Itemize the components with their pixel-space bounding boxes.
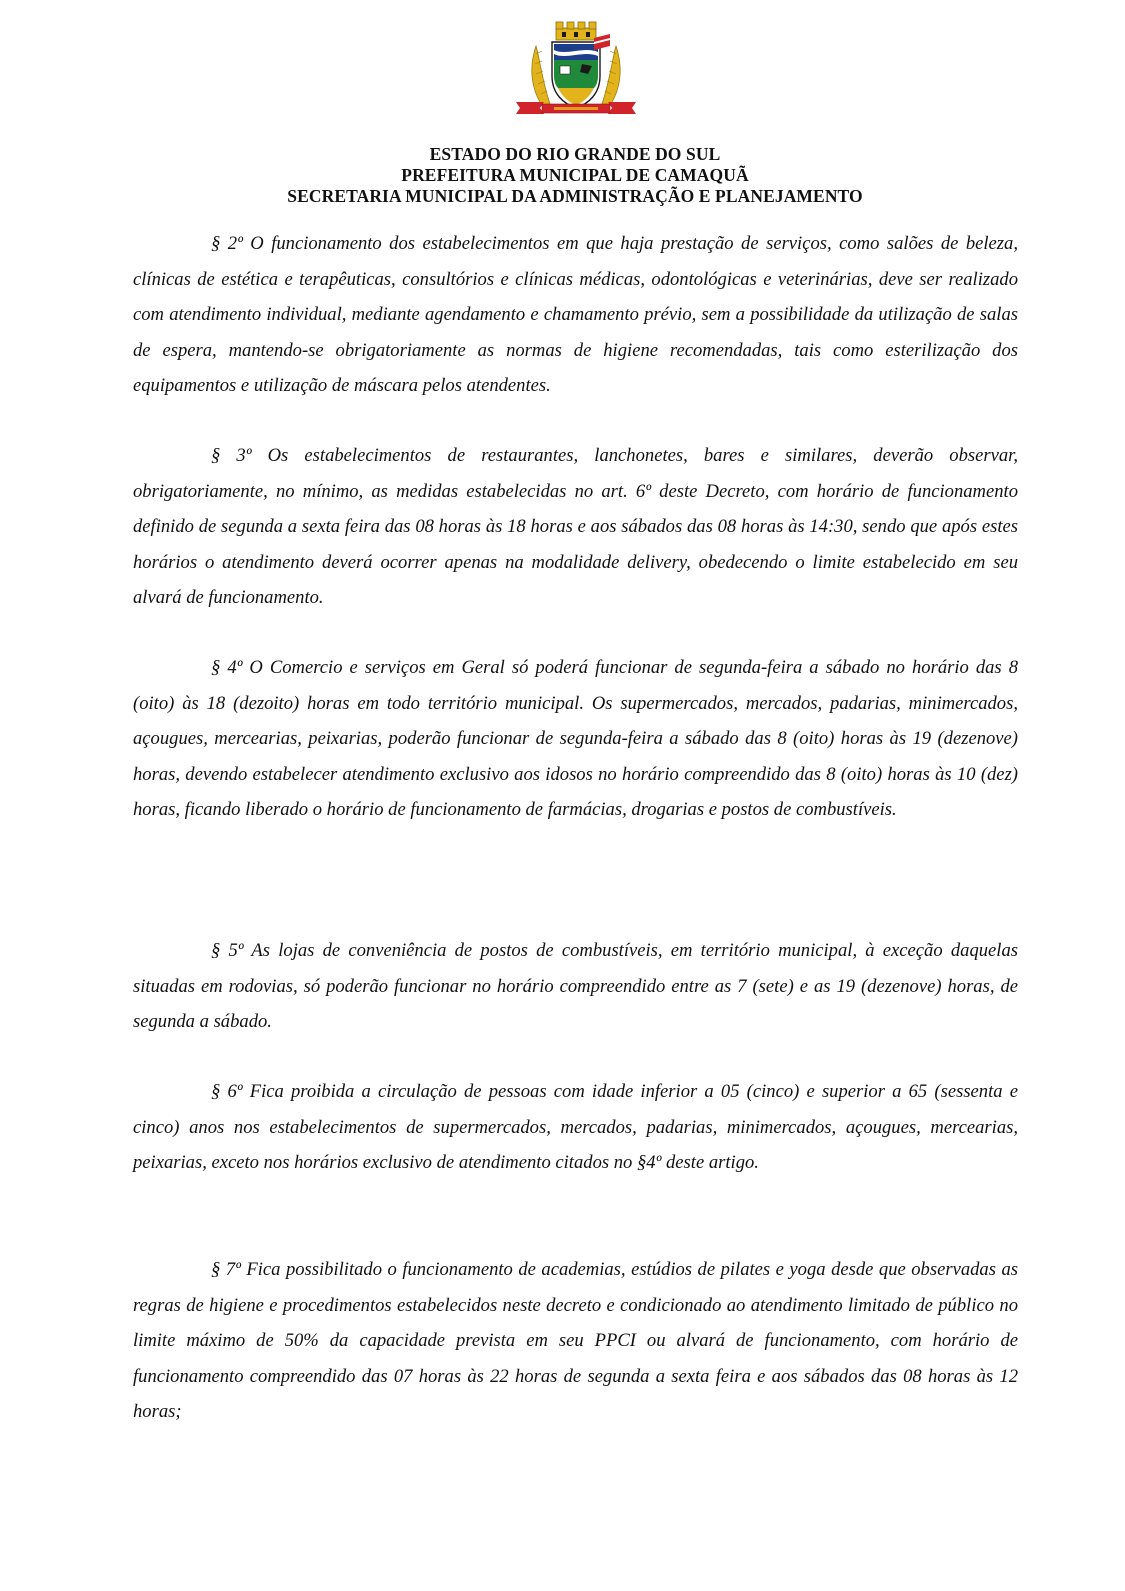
paragraph-section-5: § 5º As lojas de conveniência de postos de combustíveis, em território municipal, à exceção daquelas situadas em rodovias, só poderão funcionar no horário compreendido entre as 7 (sete) e as 19 (dezenove) horas, de segunda a sábado. bbox=[133, 940, 1018, 1032]
header-state-name: ESTADO DO RIO GRANDE DO SUL bbox=[429, 144, 721, 164]
header-prefecture-name: PREFEITURA MUNICIPAL DE CAMAQUÃ bbox=[401, 165, 749, 185]
paragraph-section-7: § 7º Fica possibilitado o funcionamento de academias, estúdios de pilates e yoga desde que observadas as regras de higiene e procedimentos estabelecidos neste decreto e condicionado ao atendimento limitado de público no limite máximo de 50% da capacidade prevista em seu PPCI ou alvará de funcionamento, com horário de funcionamento compreendido das 07 horas às 22 horas de segunda a sexta feira e aos sábados das 08 horas às 12 horas; bbox=[133, 1259, 1018, 1422]
header-secretariat-name: SECRETARIA MUNICIPAL DA ADMINISTRAÇÃO E PLANEJAMENTO bbox=[287, 186, 863, 206]
document-header bbox=[0, 144, 1125, 207]
paragraph-section-2: § 2º O funcionamento dos estabelecimentos em que haja prestação de serviços, como salões de beleza, clínicas de estética e terapêuticas, consultórios e clínicas médicas, odontológicas e veterinárias, deve ser realizado com atendimento individual, mediante agendamento e chamamento prévio, sem a possibilidade da utilização de salas de espera, mantendo-se obrigatoriamente as normas de higiene recomendadas, tais como esterilização dos equipamentos e utilização de máscara pelos atendentes. bbox=[133, 233, 1018, 396]
paragraph-section-6: § 6º Fica proibida a circulação de pessoas com idade inferior a 05 (cinco) e superior a 65 (sessenta e cinco) anos nos estabelecimentos de supermercados, mercados, padarias, minimercados, açougues, mercearias, peixarias, exceto nos horários exclusivo de atendimento citados no §4º deste artigo. bbox=[133, 1081, 1018, 1173]
municipal-coat-of-arms-icon bbox=[514, 20, 638, 116]
paragraph-section-3: § 3º Os estabelecimentos de restaurantes, lanchonetes, bares e similares, deverão observar, obrigatoriamente, no mínimo, as medidas estabelecidas no art. 6º deste Decreto, com horário de funcionamento definido de segunda a sexta feira das 08 horas às 18 horas e aos sábados das 08 horas às 14:30, sendo que após estes horários o atendimento deverá ocorrer apenas na modalidade delivery, obedecendo o limite estabelecido em seu alvará de funcionamento. bbox=[133, 445, 1018, 608]
paragraph-section-4: § 4º O Comercio e serviços em Geral só poderá funcionar de segunda-feira a sábado no horário das 8 (oito) às 18 (dezoito) horas em todo território municipal. Os supermercados, mercados, padarias, minimercados, açougues, mercearias, peixarias, poderão funcionar de segunda-feira a sábado das 8 (oito) horas às 19 (dezenove) horas, devendo estabelecer atendimento exclusivo aos idosos no horário compreendido das 8 (oito) horas às 10 (dez) horas, ficando liberado o horário de funcionamento de farmácias, drogarias e postos de combustíveis. bbox=[133, 657, 1018, 820]
